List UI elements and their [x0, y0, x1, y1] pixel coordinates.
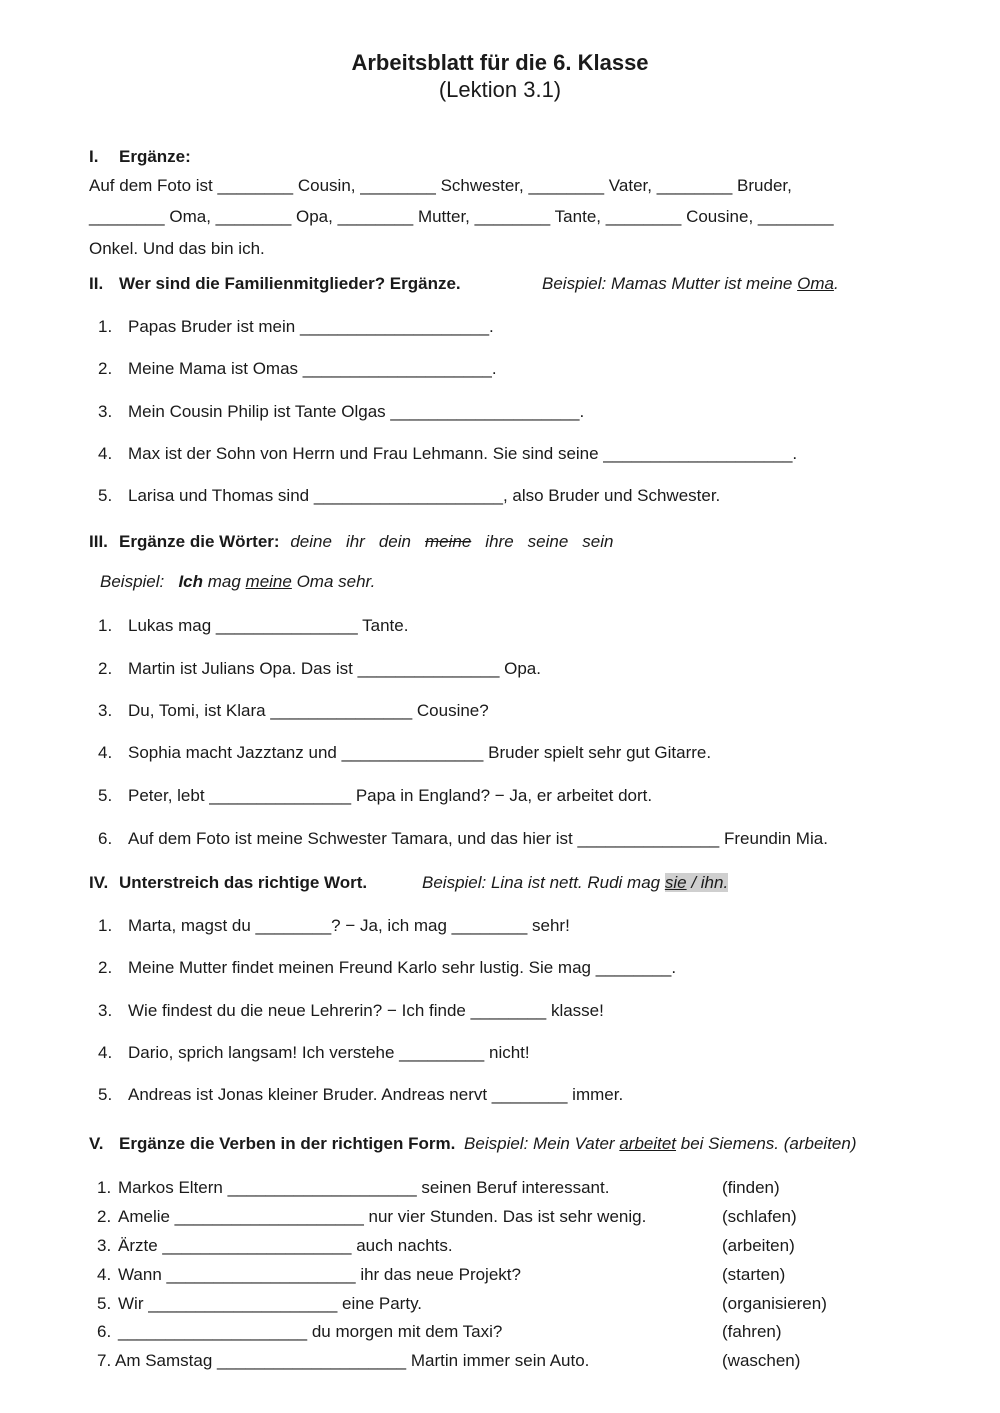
verb-hint: (waschen) [722, 1351, 801, 1370]
word-bank-item-used: meine [424, 532, 472, 551]
section-3-item: 4. Sophia macht Jazztanz und _______________ Bruder spielt sehr gut Gitarre. [98, 743, 712, 762]
section-2-item: 3. Mein Cousin Philip ist Tante Olgas ____________________. [98, 402, 585, 421]
section-5-item: 6. ____________________ du morgen mit dem Taxi? [97, 1322, 503, 1341]
verb-hint: (starten) [722, 1265, 786, 1284]
section-4-item: 2. Meine Mutter findet meinen Freund Karlo sehr lustig. Sie mag ________. [98, 958, 677, 977]
section-1-text-line: Auf dem Foto ist ________ Cousin, ________ Schwester, ________ Vater, ________ Bruder, [89, 176, 792, 195]
section-5-item: 1. Markos Eltern ____________________ seinen Beruf interessant. [97, 1178, 610, 1197]
section-4-heading: IV. Unterstreich das richtige Wort. [89, 873, 368, 892]
section-5-item: 7. Am Samstag ____________________ Martin immer sein Auto. [97, 1351, 590, 1370]
verb-hint: (arbeiten) [722, 1236, 795, 1255]
page-subtitle: (Lektion 3.1) [438, 77, 562, 102]
word-bank-item: ihre [485, 532, 514, 551]
section-3-item: 6. Auf dem Foto ist meine Schwester Tamara, und das hier ist _______________ Freundin Mia. [98, 829, 828, 848]
section-2-item: 1. Papas Bruder ist mein ____________________. [98, 317, 494, 336]
section-2-example: Beispiel: Mamas Mutter ist meine Oma. [542, 274, 839, 293]
word-bank-item: dein [378, 532, 411, 551]
word-bank-item: deine [290, 532, 332, 551]
section-3-example: Beispiel: Ich mag meine Oma sehr. [100, 572, 376, 591]
section-3-item: 1. Lukas mag _______________ Tante. [98, 616, 409, 635]
word-bank [290, 532, 627, 551]
section-3-item: 3. Du, Tomi, ist Klara _______________ Cousine? [98, 701, 489, 720]
section-3-heading: III. Ergänze die Wörter: deine ihr dein meine ihre seine sein [89, 532, 627, 552]
section-2-item: 4. Max ist der Sohn von Herrn und Frau Lehmann. Sie sind seine ____________________. [98, 444, 798, 463]
section-3-item: 2. Martin ist Julians Opa. Das ist _______________ Opa. [98, 659, 541, 678]
verb-hint: (schlafen) [722, 1207, 797, 1226]
section-4-item: 5. Andreas ist Jonas kleiner Bruder. Andreas nervt ________ immer. [98, 1085, 624, 1104]
section-3-item: 5. Peter, lebt _______________ Papa in England? − Ja, er arbeitet dort. [98, 786, 653, 805]
section-5-item: 4. Wann ____________________ ihr das neue Projekt? [97, 1265, 521, 1284]
section-4-item: 4. Dario, sprich langsam! Ich verstehe _________ nicht! [98, 1043, 530, 1062]
section-4-item: 1. Marta, magst du ________? − Ja, ich mag ________ sehr! [98, 916, 570, 935]
word-bank-item: ihr [345, 532, 365, 551]
section-5-item: 3. Ärzte ____________________ auch nachts. [97, 1236, 453, 1255]
section-5-item: 2. Amelie ____________________ nur vier Stunden. Das ist sehr wenig. [97, 1207, 647, 1226]
page-title: Arbeitsblatt für die 6. Klasse [351, 50, 649, 75]
section-4-item: 3. Wie findest du die neue Lehrerin? − Ich finde ________ klasse! [98, 1001, 604, 1020]
section-4-example: Beispiel: Lina ist nett. Rudi mag sie / ihn. [422, 873, 729, 892]
section-1-heading: I. Ergänze: [89, 147, 191, 166]
section-5-example: Beispiel: Mein Vater arbeitet bei Siemens. (arbeiten) [464, 1134, 857, 1153]
section-1-text-line: Onkel. Und das bin ich. [89, 239, 265, 258]
verb-hint: (finden) [722, 1178, 780, 1197]
verb-hint: (organisieren) [722, 1294, 827, 1313]
section-1-text-line: ________ Oma, ________ Opa, ________ Mutter, ________ Tante, ________ Cousine, ________ [89, 207, 834, 226]
section-2-item: 2. Meine Mama ist Omas ____________________. [98, 359, 497, 378]
section-2-item: 5. Larisa und Thomas sind ____________________, also Bruder und Schwester. [98, 486, 721, 505]
section-5-heading: V. Ergänze die Verben in der richtigen Form. Beispiel: Mein Vater arbeitet bei Siemens. (arbeiten) [89, 1134, 857, 1153]
verb-hint: (fahren) [722, 1322, 782, 1341]
section-5-item: 5. Wir ____________________ eine Party. [97, 1294, 423, 1313]
section-2-heading: II. Wer sind die Familienmitglieder? Ergänze. [89, 274, 461, 293]
word-bank-item: seine [527, 532, 569, 551]
word-bank-item: sein [582, 532, 614, 551]
